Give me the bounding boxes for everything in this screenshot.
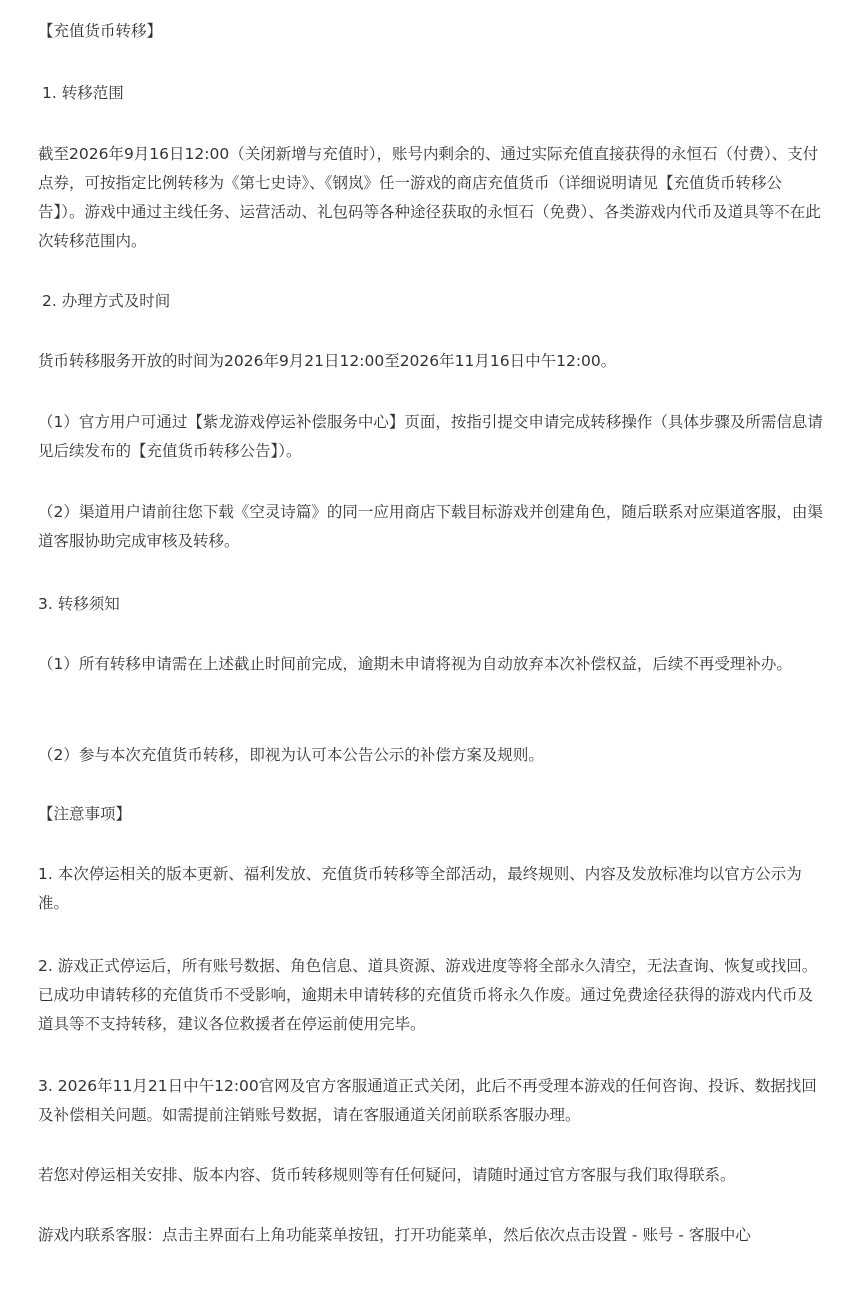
section-title-attention: 【注意事项】 (38, 805, 132, 823)
paragraph-notes-deadline: （1）所有转移申请需在上述截止时间前完成，逾期未申请将视为自动放弃本次补偿权益，后续不再受理补办。 (38, 655, 792, 673)
paragraph-attention-3: 3. 2026年11月21日中午12:00官网及官方客服通道正式关闭，此后不再受理本游戏的任何咨询、投诉、数据找回及补偿相关问题。如需提前注销账号数据，请在客服通道关闭前联系客服办理。 (38, 1077, 817, 1124)
paragraph-channel-users: （2）渠道用户请前往您下载《空灵诗篇》的同一应用商店下载目标游戏并创建角色，随后联系对应渠道客服，由渠道客服协助完成审核及转移。 (38, 503, 823, 550)
heading-method-and-time: 2. 办理方式及时间 (42, 292, 171, 310)
paragraph-transfer-scope: 截至2026年9月16日12:00（关闭新增与充值时），账号内剩余的、通过实际充值直接获得的永恒石（付费）、支付点券，可按指定比例转移为《第七史诗》、《钢岚》任一游戏的商店充值货币（详细说明请见【充值货币转移公告】）。游戏中通过主线任务、运营活动、礼包码等各种途径获取的永恒石（免费）、各类游戏内代币及道具等不在此次转移范围内。 (38, 145, 821, 250)
paragraph-notes-consent: （2）参与本次充值货币转移，即视为认可本公告公示的补偿方案及规则。 (38, 746, 544, 764)
paragraph-attention-2: 2. 游戏正式停运后，所有账号数据、角色信息、道具资源、游戏进度等将全部永久清空，无法查询、恢复或找回。已成功申请转移的充值货币不受影响，逾期未申请转移的充值货币将永久作废。通过免费途径获得的游戏内代币及道具等不支持转移，建议各位救援者在停运前使用完毕。 (38, 957, 818, 1033)
paragraph-official-users: （1）官方用户可通过【紫龙游戏停运补偿服务中心】页面，按指引提交申请完成转移操作（具体步骤及所需信息请见后续发布的【充值货币转移公告】）。 (38, 413, 823, 460)
paragraph-contact: 若您对停运相关安排、版本内容、货币转移规则等有任何疑问，请随时通过官方客服与我们取得联系。 (38, 1166, 736, 1184)
paragraph-ingame-contact: 游戏内联系客服：点击主界面右上角功能菜单按钮，打开功能菜单，然后依次点击设置 - 账号 - 客服中心 (38, 1226, 751, 1244)
heading-transfer-notes: 3. 转移须知 (38, 595, 120, 613)
section-title-recharge-transfer: 【充值货币转移】 (38, 22, 163, 40)
paragraph-method-time: 货币转移服务开放的时间为2026年9月21日12:00至2026年11月16日中午12:00。 (38, 352, 617, 370)
paragraph-attention-1: 1. 本次停运相关的版本更新、福利发放、充值货币转移等全部活动，最终规则、内容及发放标准均以官方公示为准。 (38, 865, 802, 912)
heading-transfer-scope: 1. 转移范围 (42, 84, 124, 102)
